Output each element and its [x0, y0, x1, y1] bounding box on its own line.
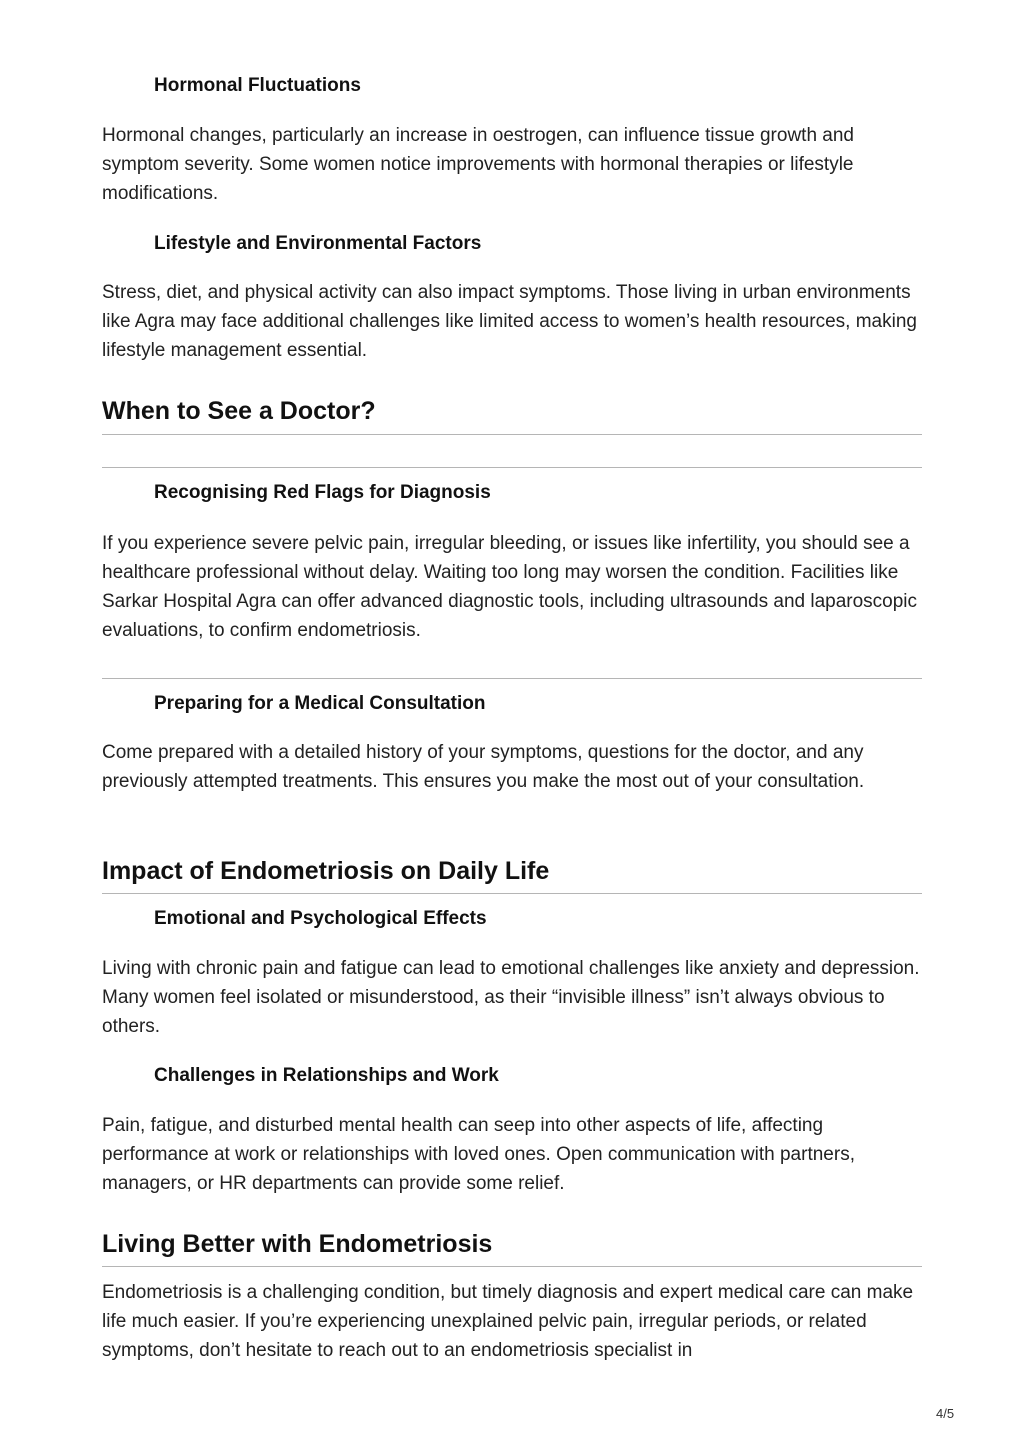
subheading-hormonal-fluctuations: Hormonal Fluctuations: [154, 75, 361, 96]
section-divider: [102, 678, 922, 679]
subheading-relationships-work: Challenges in Relationships and Work: [154, 1065, 499, 1086]
heading-when-to-see-doctor: When to See a Doctor?: [102, 397, 376, 425]
subheading-lifestyle-factors: Lifestyle and Environmental Factors: [154, 233, 482, 254]
heading-underline: [102, 893, 922, 894]
paragraph-emotional-effects: Living with chronic pain and fatigue can lead to emotional challenges like anxiety and depression. Many women feel isolated or misunderstood, as their “invisible illness” isn’t always obvious to others.: [102, 958, 920, 1037]
subheading-red-flags: Recognising Red Flags for Diagnosis: [154, 482, 491, 503]
subheading-emotional-effects: Emotional and Psychological Effects: [154, 908, 487, 929]
subheading-preparing-consultation: Preparing for a Medical Consultation: [154, 693, 486, 714]
heading-impact-daily-life: Impact of Endometriosis on Daily Life: [102, 857, 550, 885]
paragraph-living-better: Endometriosis is a challenging condition, but timely diagnosis and expert medical care can make life much easier. If you’re experiencing unexplained pelvic pain, irregular periods, or related symptoms, don’t hesitate to reach out to an endometriosis specialist in: [102, 1282, 914, 1361]
heading-underline: [102, 1266, 922, 1267]
paragraph-red-flags: If you experience severe pelvic pain, irregular bleeding, or issues like infertility, you should see a healthcare professional without delay. Waiting too long may worsen the condition. Facilities like Sarkar Hospital Agra can offer advanced diagnostic tools, including ultrasounds and laparoscopic evaluations, to confirm endometriosis.: [102, 533, 918, 641]
paragraph-relationships-work: Pain, fatigue, and disturbed mental health can seep into other aspects of life, affecting performance at work or relationships with loved ones. Open communication with partners, managers, or HR departments can provide some relief.: [102, 1115, 855, 1194]
page-number: 4/5: [936, 1406, 955, 1421]
section-divider: [102, 467, 922, 468]
paragraph-lifestyle-factors: Stress, diet, and physical activity can also impact symptoms. Those living in urban environments like Agra may face additional challenges like limited access to women’s health resources, making lifestyle management essential.: [102, 282, 917, 361]
paragraph-preparing-consultation: Come prepared with a detailed history of your symptoms, questions for the doctor, and any previously attempted treatments. This ensures you make the most out of your consultation.: [102, 742, 865, 792]
heading-underline: [102, 434, 922, 435]
heading-living-better: Living Better with Endometriosis: [102, 1230, 493, 1258]
paragraph-hormonal-fluctuations: Hormonal changes, particularly an increase in oestrogen, can influence tissue growth and symptom severity. Some women notice improvements with hormonal therapies or lifestyle modifications.: [102, 125, 854, 204]
